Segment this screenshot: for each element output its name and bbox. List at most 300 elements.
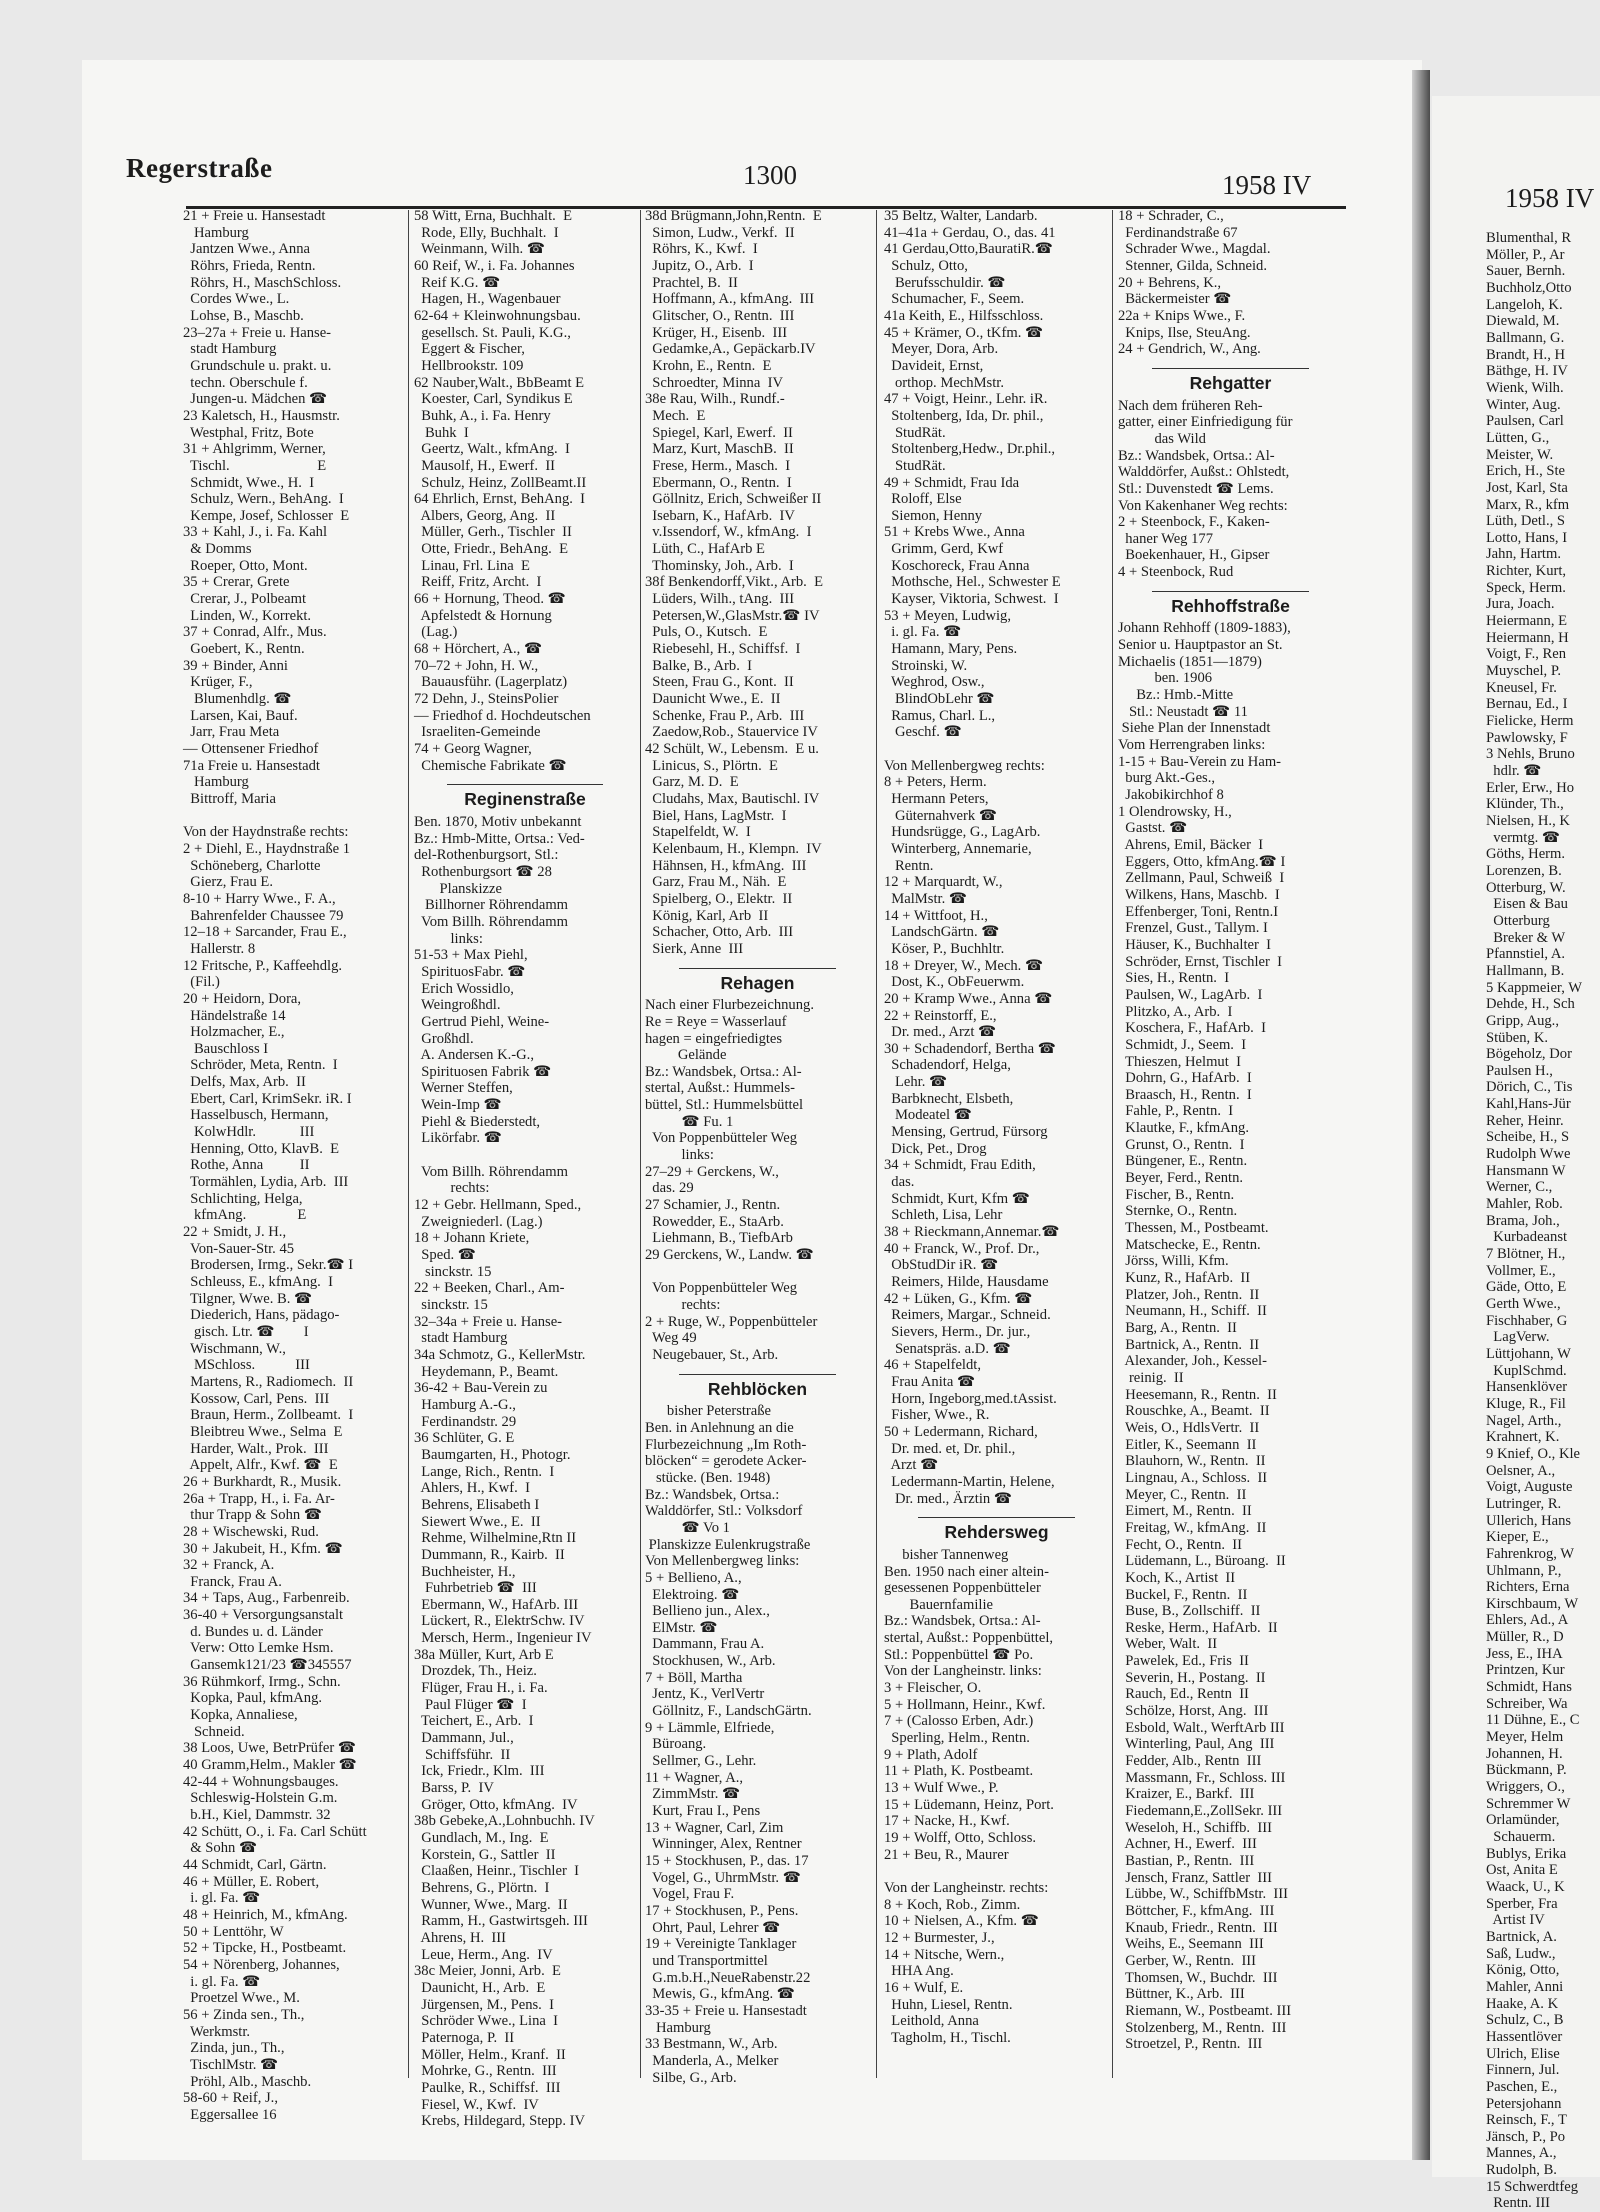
directory-entry: Reimers, Hilde, Hausdame — [884, 1274, 1049, 1290]
directory-entry: 53 + Meyen, Ludwig, — [884, 607, 1011, 624]
directory-entry: Spielberg, O., Elektr. II — [645, 890, 793, 907]
directory-entry: KolwHdlr. III — [183, 1124, 315, 1141]
directory-entry: Tagholm, H., Tischl. — [884, 2029, 1011, 2046]
directory-entry: Langeloh, K. — [1486, 296, 1563, 313]
directory-entry: 38a Müller, Kurt, Arb E — [414, 1646, 554, 1663]
directory-entry: Senior u. Hauptpastor an St. — [1118, 637, 1283, 654]
directory-entry: 9 + Plath, Adolf — [884, 1746, 978, 1763]
directory-entry: Kunz, R., HafArb. II — [1118, 1270, 1251, 1287]
directory-entry: Geschf. ☎ — [884, 724, 962, 741]
directory-entry: Schenke, Frau P., Arb. III — [645, 707, 805, 724]
directory-entry: 49 + Schmidt, Frau Ida — [884, 474, 1020, 491]
directory-entry: Tormählen, Lydia, Arb. III — [183, 1174, 349, 1191]
directory-entry: Claaßen, Heinr., Tischler I — [414, 1863, 579, 1880]
directory-entry: Lückert, R., ElektrSchw. IV — [414, 1613, 585, 1630]
directory-entry: Dr. med., Ärztin ☎ — [884, 1490, 1013, 1507]
next-page-column — [1486, 230, 1600, 2212]
directory-entry: 41 Gerdau,Otto,BauratiR.☎ — [884, 241, 1053, 258]
directory-entry: Fiesel, W., Kwf. IV — [414, 2096, 539, 2113]
directory-entry: Kahl,Hans-Jür — [1486, 1096, 1571, 1113]
directory-entry: Dehde, H., Sch — [1486, 996, 1575, 1013]
directory-entry: Hassentlöver — [1486, 2028, 1563, 2045]
directory-entry: Gedamke,A., Gepäckarb.IV — [645, 341, 816, 358]
directory-entry: Westphal, Fritz, Bote — [183, 424, 314, 441]
directory-entry: Schmidt, Wwe., H. I — [183, 474, 315, 491]
directory-entry: Voigt, F., Ren — [1486, 646, 1567, 663]
directory-entry: Jensch, Franz, Sattler III — [1118, 1869, 1272, 1886]
directory-entry: Crerar, J., Polbeamt — [183, 591, 307, 608]
directory-entry: Matschecke, E., Rentn. — [1118, 1236, 1261, 1253]
directory-entry: 35 + Crerar, Grete — [183, 574, 290, 591]
directory-entry: Gundlach, M., Ing. E — [414, 1830, 549, 1846]
directory-entry: Jess, E., IHA — [1486, 1645, 1563, 1662]
directory-entry: Effenberger, Toni, Rentn.I — [1118, 903, 1279, 920]
directory-entry: Jänsch, P., Po — [1486, 2128, 1566, 2145]
directory-entry: Schremmer W — [1486, 1795, 1571, 1812]
directory-entry: Buhk I — [414, 424, 469, 441]
directory-entry: Fischhaber, G — [1486, 1312, 1568, 1329]
directory-entry: 21 + Beu, R., Maurer — [884, 1846, 1009, 1863]
directory-entry: Diederich, Hans, pädago- — [183, 1307, 340, 1324]
directory-entry: Möller, Helm., Kranf. II — [414, 2046, 566, 2063]
directory-entry: Hansenklöver — [1486, 1379, 1568, 1396]
directory-entry: Garz, M. D. E — [645, 774, 739, 791]
directory-entry: 12 Fritsche, P., Kaffeehdlg. — [183, 957, 343, 974]
directory-entry: büttel, Stl.: Hummelsbüttel — [645, 1097, 804, 1114]
directory-entry: 3 Nehls, Bruno — [1486, 746, 1575, 763]
directory-entry: Lange, Rich., Rentn. I — [414, 1463, 555, 1480]
directory-entry: Bittroff, Maria — [183, 790, 276, 807]
directory-entry: rechts: — [645, 1297, 721, 1313]
directory-entry: Schmidt, J., Seem. I — [1118, 1036, 1247, 1053]
directory-entry: Schacher, Otto, Arb. III — [645, 924, 794, 941]
directory-entry: Sellmer, G., Lehr. — [645, 1753, 757, 1770]
directory-entry: 60 Reif, W., i. Fa. Johannes — [414, 257, 575, 274]
directory-entry: Artist IV — [1486, 1912, 1545, 1929]
directory-entry: Stoltenberg, Ida, Dr. phil., — [884, 407, 1044, 424]
directory-entry: Apfelstedt & Hornung — [414, 607, 552, 624]
directory-entry: Muyschel, P. — [1486, 663, 1561, 680]
directory-entry: Lüth, Detl., S — [1486, 513, 1566, 530]
directory-entry: Ick, Friedr., Klm. III — [414, 1763, 545, 1780]
directory-entry: Schreiber, Wa — [1486, 1695, 1568, 1712]
directory-entry: Behrens, G., Plörtn. I — [414, 1879, 550, 1896]
directory-entry: Korstein, G., Sattler II — [414, 1846, 556, 1863]
directory-entry: 44 Schmidt, Carl, Gärtn. — [183, 1856, 327, 1873]
directory-entry: Ohrt, Paul, Lehrer ☎ — [645, 1919, 781, 1936]
directory-entry: Heiermann, E — [1486, 613, 1568, 630]
directory-entry: Klautke, F., kfmAng. — [1118, 1120, 1249, 1137]
directory-entry: Vogel, G., UhrmMstr. ☎ — [645, 1869, 801, 1886]
directory-entry: (Fil.) — [183, 974, 220, 991]
directory-entry: Waack, U., K — [1486, 1878, 1565, 1895]
directory-entry: Behrens, Elisabeth I — [414, 1496, 540, 1513]
directory-entry: Kempe, Josef, Schlosser E — [183, 507, 350, 524]
directory-entry: Voigt, Auguste — [1486, 1479, 1573, 1496]
directory-entry: Tischl. E — [183, 457, 327, 474]
directory-entry: 7 + (Calosso Erben, Adr.) — [884, 1713, 1034, 1730]
directory-entry: Garz, Frau M., Näh. E — [645, 874, 787, 891]
directory-entry — [414, 1147, 636, 1164]
directory-entry: 11 + Plath, K. Postbeamt. — [884, 1763, 1034, 1780]
directory-entry: Reiff, Fritz, Archt. I — [414, 574, 542, 591]
directory-entry: Flurbezeichnung „Im Roth- — [645, 1436, 807, 1453]
directory-entry: Barss, P. IV — [414, 1780, 494, 1797]
directory-entry: Köser, P., Buchhltr. — [884, 940, 1005, 957]
directory-entry: Rouschke, A., Beamt. II — [1118, 1403, 1270, 1420]
directory-entry: das. — [884, 1174, 915, 1191]
directory-entry: Bartnick, A. — [1486, 1928, 1557, 1945]
directory-entry: Blauhorn, W., Rentn. II — [1118, 1453, 1266, 1470]
directory-entry: Finnern, Jul. — [1486, 2062, 1560, 2079]
directory-entry: Hagen, H., Wagenbauer — [414, 291, 561, 308]
directory-entry: Fiedemann,E.,ZollSekr. III — [1118, 1803, 1283, 1820]
directory-entry: Planskizze Eulenkrugstraße — [645, 1536, 811, 1553]
directory-entry: techn. Oberschule f. — [183, 374, 308, 391]
directory-entry: Gansemk121/23 ☎345557 — [183, 1657, 352, 1674]
directory-entry: Barg, A., Rentn. II — [1118, 1320, 1237, 1336]
directory-entry: Rentn. — [884, 857, 934, 874]
directory-entry: Hähnsen, H., kfmAng. III — [645, 857, 807, 874]
directory-entry: Kneusel, Fr. — [1486, 679, 1557, 696]
directory-entry: Ullerich, Hans — [1486, 1512, 1572, 1529]
directory-entry: 18 + Dreyer, W., Mech. ☎ — [884, 957, 1044, 974]
directory-entry: 34a Schmotz, G., KellerMstr. — [414, 1346, 586, 1363]
directory-entry: Gröger, Otto, kfmAng. IV — [414, 1796, 578, 1813]
directory-entry: Freitag, W., kfmAng. II — [1118, 1519, 1267, 1536]
directory-entry: Stl.: Poppenbüttel ☎ Po. — [884, 1646, 1034, 1663]
directory-entry: Ahrens, H. III — [414, 1929, 507, 1946]
directory-entry: Fahrenkrog, W — [1486, 1545, 1575, 1562]
directory-entry: Müller, Gerh., Tischler II — [414, 524, 572, 541]
directory-entry: Weihs, E., Seemann III — [1118, 1936, 1264, 1953]
directory-entry: thur Trapp & Sohn ☎ — [183, 1507, 323, 1524]
directory-entry: 17 + Nacke, H., Kwf. — [884, 1813, 1010, 1830]
directory-entry: Jura, Joach. — [1486, 596, 1555, 613]
directory-entry: Buhk, A., i. Fa. Henry — [414, 407, 551, 424]
directory-entry: Von Kakenhaner Weg rechts: — [1118, 497, 1288, 514]
directory-entry: 36 Rühmkorf, Irmg., Schn. — [183, 1673, 341, 1690]
directory-entry: Kurt, Frau I., Pens — [645, 1803, 761, 1820]
directory-entry: Frenzel, Gust., Tallym. I — [1118, 920, 1268, 937]
directory-entry: Vom Herrengraben links: — [1118, 737, 1266, 754]
directory-entry: 13 + Wulf Wwe., P. — [884, 1780, 999, 1797]
directory-entry: 33 Bestmann, W., Arb. — [645, 2036, 778, 2053]
directory-entry: Spiegel, Karl, Ewerf. II — [645, 424, 793, 441]
directory-entry: Sternke, O., Rentn. — [1118, 1203, 1238, 1220]
directory-entry: Heydemann, P., Beamt. — [414, 1363, 559, 1380]
directory-entry: (Lag.) — [414, 624, 458, 641]
directory-entry: 26a + Trapp, H., i. Fa. Ar- — [183, 1490, 335, 1507]
directory-entry: sinckstr. 15 — [414, 1263, 492, 1280]
directory-entry: Simon, Ludw., Verkf. II — [645, 224, 795, 241]
directory-entry: Gertrud Piehl, Weine- — [414, 1013, 550, 1030]
directory-entry: Piehl & Biederstedt, — [414, 1113, 541, 1130]
directory-entry: Hallmann, B. — [1486, 962, 1565, 979]
directory-entry: Petersjohann — [1486, 2095, 1562, 2112]
directory-entry: Elektroing. ☎ — [645, 1586, 740, 1603]
directory-entry: Mohrke, G., Rentn. III — [414, 2063, 557, 2080]
directory-entry: Schleuss, E., kfmAng. I — [183, 1274, 333, 1290]
directory-entry: Weingroßhdl. — [414, 997, 501, 1014]
directory-entry: Linau, Frl. Lina E — [414, 557, 530, 574]
directory-entry: Dörich, C., Tis — [1486, 1079, 1573, 1096]
column-divider — [876, 210, 877, 2078]
directory-entry: Weg 49 — [645, 1330, 697, 1347]
directory-entry: Buse, B., Zollschiff. II — [1118, 1603, 1261, 1620]
directory-entry — [645, 1264, 870, 1281]
directory-entry: Fecht, O., Rentn. II — [1118, 1536, 1243, 1553]
directory-entry: Reinsch, F., T — [1486, 2112, 1567, 2129]
directory-entry: Kirschbaum, W — [1486, 1595, 1579, 1612]
directory-entry: 19 + Vereinigte Tanklager — [645, 1936, 797, 1953]
directory-entry: Dost, K., ObFeuerwm. — [884, 974, 1025, 991]
directory-entry: Bückmann, P. — [1486, 1762, 1567, 1779]
directory-entry: 38 Loos, Uwe, BetrPrüfer ☎ — [183, 1740, 357, 1757]
directory-entry: Wriggers, O., — [1486, 1779, 1565, 1796]
directory-entry: 17 + Stockhusen, P., Pens. — [645, 1902, 799, 1919]
directory-entry: 45 + Krämer, O., tKfm. ☎ — [884, 324, 1044, 341]
directory-entry: 39 + Binder, Anni — [183, 657, 288, 674]
directory-entry: Krebs, Hildegard, Stepp. IV — [414, 2113, 586, 2130]
directory-entry: 74 + Georg Wagner, — [414, 741, 532, 757]
directory-entry: Daunicht Wwe., E. II — [645, 691, 781, 708]
directory-entry: & Domms — [183, 541, 252, 558]
directory-entry: Lorenzen, B. — [1486, 862, 1562, 879]
directory-entry: 37 + Conrad, Alfr., Mus. — [183, 624, 327, 641]
directory-entry: Beyer, Ferd., Rentn. — [1118, 1170, 1244, 1187]
directory-entry: Bögeholz, Dor — [1486, 1046, 1572, 1063]
directory-entry: 71a Freie u. Hansestadt — [183, 757, 320, 774]
directory-entry: ElMstr. ☎ — [645, 1619, 718, 1636]
directory-entry: reinig. II — [1118, 1369, 1184, 1386]
directory-entry: König, Otto, — [1486, 1962, 1560, 1979]
directory-entry: Drozdek, Th., Heiz. — [414, 1663, 537, 1680]
directory-entry: Schöneberg, Charlotte — [183, 857, 321, 874]
directory-entry: Hamburg — [183, 224, 249, 241]
directory-entry: Weseloh, H., Schiffb. III — [1118, 1819, 1272, 1836]
directory-entry: Ehlers, Ad., A — [1486, 1612, 1569, 1629]
directory-entry: 38e Rau, Wilh., Rundf.- — [645, 391, 785, 408]
directory-entry: 36-40 + Versorgungsanstalt — [183, 1607, 344, 1624]
directory-entry: Weis, O., HdlsVertr. II — [1118, 1419, 1260, 1436]
directory-entry: 42 Schült, W., Lebensm. E u. — [645, 741, 819, 757]
directory-entry: Gäde, Otto, E — [1486, 1279, 1567, 1296]
directory-entry: Sievers, Herm., Dr. jur., — [884, 1323, 1031, 1340]
directory-entry: Severin, H., Postang. II — [1118, 1669, 1266, 1686]
directory-entry: Dohrn, G., HafArb. I — [1118, 1070, 1252, 1087]
directory-entry: Horn, Ingeborg,med.tAssist. — [884, 1390, 1057, 1407]
directory-entry: Diewald, M. — [1486, 313, 1560, 330]
directory-entry: Lehr. ☎ — [884, 1074, 948, 1091]
directory-entry: Jarr, Frau Meta — [183, 724, 280, 741]
directory-entry: Frese, Herm., Masch. I — [645, 457, 791, 474]
directory-entry: links: — [414, 930, 483, 947]
directory-entry: 52 + Tipcke, H., Postbeamt. — [183, 1940, 347, 1957]
directory-entry: 5 + Hollmann, Heinr., Kwf. — [884, 1696, 1046, 1713]
directory-entry: König, Karl, Arb II — [645, 907, 769, 924]
directory-entry: Schleswig-Holstein G.m. — [183, 1790, 338, 1807]
directory-entry: 34 + Taps, Aug., Farbenreib. — [183, 1590, 350, 1607]
directory-entry: 41a Keith, E., Hilfsschloss. — [884, 307, 1044, 324]
directory-entry: Lüttjohann, W — [1486, 1345, 1571, 1362]
directory-entry: Reher, Heinr. — [1486, 1112, 1564, 1129]
directory-entry: Stenner, Gilda, Schneid. — [1118, 257, 1267, 274]
directory-entry: Lüth, C., HafArb E — [645, 541, 765, 558]
directory-entry: i. gl. Fa. ☎ — [183, 1890, 261, 1907]
directory-entry: KuplSchmd. — [1486, 1362, 1567, 1379]
directory-entry: Davideit, Ernst, — [884, 357, 984, 374]
directory-entry: HHA Ang. — [884, 1963, 954, 1980]
directory-column-2 — [414, 208, 636, 2130]
directory-entry: 66 + Hornung, Theod. ☎ — [414, 591, 566, 608]
directory-entry: Orlamünder, — [1486, 1812, 1560, 1829]
directory-entry: 35 Beltz, Walter, Landarb. — [884, 208, 1038, 224]
directory-entry: Zweigniederl. (Lag.) — [414, 1213, 543, 1230]
directory-entry: Arzt ☎ — [884, 1457, 939, 1474]
directory-entry: Hamburg A.-G., — [414, 1396, 516, 1413]
directory-entry: Bernau, Ed., I — [1486, 696, 1568, 713]
directory-entry: Jost, Karl, Sta — [1486, 479, 1568, 496]
directory-entry: Von-Sauer-Str. 45 — [183, 1240, 295, 1257]
directory-entry: Schumacher, F., Seem. — [884, 291, 1025, 308]
directory-entry: Pawelek, Ed., Fris II — [1118, 1653, 1249, 1670]
directory-entry: Schlichting, Helga, — [183, 1190, 303, 1207]
directory-entry: Boekenhauer, H., Gipser — [1118, 547, 1270, 564]
directory-entry: Pawlowsky, F — [1486, 729, 1568, 746]
directory-entry: Ferdinandstr. 29 — [414, 1413, 517, 1430]
directory-entry: Siemon, Henny — [884, 507, 983, 524]
directory-entry: 40 + Franck, W., Prof. Dr., — [884, 1240, 1040, 1257]
directory-entry: Bz.: Wandsbek, Ortsa.: — [645, 1486, 780, 1503]
directory-entry: Büroang. — [645, 1736, 707, 1753]
directory-entry: StudRät. — [884, 424, 946, 441]
page-number: 1300 — [743, 160, 797, 190]
directory-entry: Jantzen Wwe., Anna — [183, 241, 310, 258]
directory-entry: Lüders, Wilh., tAng. III — [645, 591, 795, 608]
directory-entry: Reimers, Margar., Schneid. — [884, 1307, 1051, 1324]
directory-entry: Dammann, Frau A. — [645, 1636, 765, 1653]
directory-entry: 68 + Hörchert, A., ☎ — [414, 641, 543, 658]
directory-entry: Tilgner, Wwe. B. ☎ — [183, 1290, 313, 1307]
directory-entry: Bartnick, A., Rentn. II — [1118, 1336, 1260, 1353]
directory-entry: ObStudDir iR. ☎ — [884, 1257, 999, 1274]
directory-entry: Grimm, Gerd, Kwf — [884, 541, 1004, 558]
directory-entry: burg Akt.-Ges., — [1118, 770, 1216, 787]
directory-entry: Walddörfer, Stl.: Volksdorf — [645, 1503, 803, 1520]
directory-entry: Rudolph Wwe — [1486, 1146, 1571, 1163]
directory-entry: Zellmann, Paul, Schweiß I — [1118, 870, 1285, 887]
directory-entry: Bauernfamilie — [884, 1596, 994, 1613]
directory-entry: 51-53 + Max Piehl, — [414, 947, 528, 964]
directory-entry: Esbold, Walt., WerftArb III — [1118, 1719, 1285, 1736]
directory-entry: Schulz, Otto, — [884, 257, 968, 274]
directory-entry: 22a + Knips Wwe., F. — [1118, 307, 1246, 324]
directory-entry: Rauch, Ed., Rentn II — [1118, 1686, 1249, 1703]
directory-entry: Krüger, F., — [183, 674, 253, 691]
directory-entry: Meyer, Helm — [1486, 1729, 1564, 1746]
directory-entry: Sped. ☎ — [414, 1247, 476, 1264]
directory-entry: Brodersen, Irmg., Sekr.☎ I — [183, 1257, 354, 1274]
directory-entry: Schulz, Heinz, ZollBeamt.II — [414, 474, 587, 491]
directory-entry: stadt Hamburg — [414, 1330, 508, 1347]
directory-entry: 46 + Müller, E. Robert, — [183, 1873, 320, 1890]
directory-entry: Vom Billh. Röhrendamm — [414, 1163, 568, 1180]
directory-entry: Schiffsführ. II — [414, 1746, 511, 1763]
directory-entry: 2 + Steenbock, F., Kaken- — [1118, 514, 1270, 531]
directory-entry: stücke. (Ben. 1948) — [645, 1469, 771, 1486]
directory-entry: Wunner, Wwe., Marg. II — [414, 1896, 568, 1913]
directory-entry: Hamburg — [645, 2019, 711, 2036]
directory-entry: Nach einer Flurbezeichnung. — [645, 997, 814, 1014]
directory-entry: Kluge, R., Fil — [1486, 1395, 1566, 1412]
directory-entry: Frau Anita ☎ — [884, 1373, 976, 1390]
directory-entry: Dammann, Jul., — [414, 1730, 514, 1747]
directory-entry: Eggersallee 16 — [183, 2106, 277, 2123]
directory-entry: und Transportmittel — [645, 1952, 768, 1969]
directory-entry: Heiermann, H — [1486, 629, 1569, 646]
directory-entry: Billhorner Röhrendamm — [414, 897, 569, 914]
directory-entry: MalMstr. ☎ — [884, 890, 968, 907]
directory-entry: das. 29 — [645, 1180, 694, 1197]
directory-entry: Göllnitz, Erich, Schweißer II — [645, 491, 822, 508]
directory-entry: 62 Nauber,Walt., BbBeamt E — [414, 374, 585, 391]
directory-entry: 72 Dehn, J., SteinsPolier — [414, 691, 559, 708]
directory-entry: 70–72 + John, H. W., — [414, 657, 539, 674]
directory-entry: Verw: Otto Lemke Hsm. — [183, 1640, 334, 1657]
directory-entry: Jakobikirchhof 8 — [1118, 787, 1224, 803]
directory-entry: 4 + Steenbock, Rud — [1118, 564, 1234, 581]
directory-entry: Röhrs, Frieda, Rentn. — [183, 257, 316, 274]
directory-entry: Heesemann, R., Rentn. II — [1118, 1386, 1277, 1403]
column-divider — [1112, 210, 1113, 2078]
directory-entry: Appelt, Alfr., Kwf. ☎ E — [183, 1457, 338, 1474]
directory-entry: Ramm, H., Gastwirtsgeh. III — [414, 1913, 588, 1930]
directory-entry: Flüger, Frau H., i. Fa. — [414, 1680, 548, 1697]
directory-entry: 38f Benkendorff,Vikt., Arb. E — [645, 574, 824, 591]
directory-entry: 18 + Johann Kriete, — [414, 1230, 530, 1247]
directory-entry: 54 + Nörenberg, Johannes, — [183, 1956, 340, 1973]
directory-entry: Ulrich, Elise — [1486, 2045, 1560, 2062]
directory-entry: Larsen, Kai, Bauf. — [183, 707, 298, 724]
directory-entry: Steen, Frau G., Kont. II — [645, 674, 794, 691]
directory-entry: Stl.: Duvenstedt ☎ Lems. — [1118, 480, 1274, 497]
directory-entry: gesellsch. St. Pauli, K.G., — [414, 324, 571, 341]
directory-entry: Delfs, Max, Arb. II — [183, 1074, 306, 1091]
directory-entry: 22 + Smidt, J. H., — [183, 1224, 287, 1241]
directory-entry: Siehe Plan der Innenstadt — [1118, 720, 1271, 737]
directory-entry: 12 + Burmester, J., — [884, 1929, 995, 1946]
directory-entry: Nach dem früheren Reh- — [1118, 397, 1263, 414]
directory-entry: Chemische Fabrikate ☎ — [414, 757, 567, 774]
directory-entry: Kayser, Viktoria, Schwest. I — [884, 591, 1059, 608]
directory-entry: Schleth, Lisa, Lehr — [884, 1207, 1003, 1224]
directory-entry: Otterburg, W. — [1486, 879, 1566, 896]
directory-entry: Modeatel ☎ — [884, 1107, 972, 1124]
directory-entry: Kossow, Carl, Pens. III — [183, 1390, 330, 1407]
directory-entry: 24 + Gendrich, W., Ang. — [1118, 341, 1261, 358]
directory-entry: Von der Langheinstr. links: — [884, 1663, 1042, 1680]
directory-entry: Mahler, Rob. — [1486, 1196, 1563, 1213]
directory-entry: Schneid. — [183, 1723, 245, 1740]
directory-entry: Paulsen, W., LagArb. I — [1118, 986, 1263, 1003]
directory-entry: Ballmann, G. — [1486, 329, 1565, 346]
directory-entry: Bz.: Wandsbek, Ortsa.: Al- — [645, 1063, 802, 1080]
directory-entry: Mersch, Herm., Ingenieur IV — [414, 1630, 592, 1647]
directory-entry: Henning, Otto, KlavB. E — [183, 1140, 340, 1157]
directory-column-1 — [183, 208, 402, 2123]
directory-entry: — Ottensener Friedhof — [183, 741, 319, 757]
